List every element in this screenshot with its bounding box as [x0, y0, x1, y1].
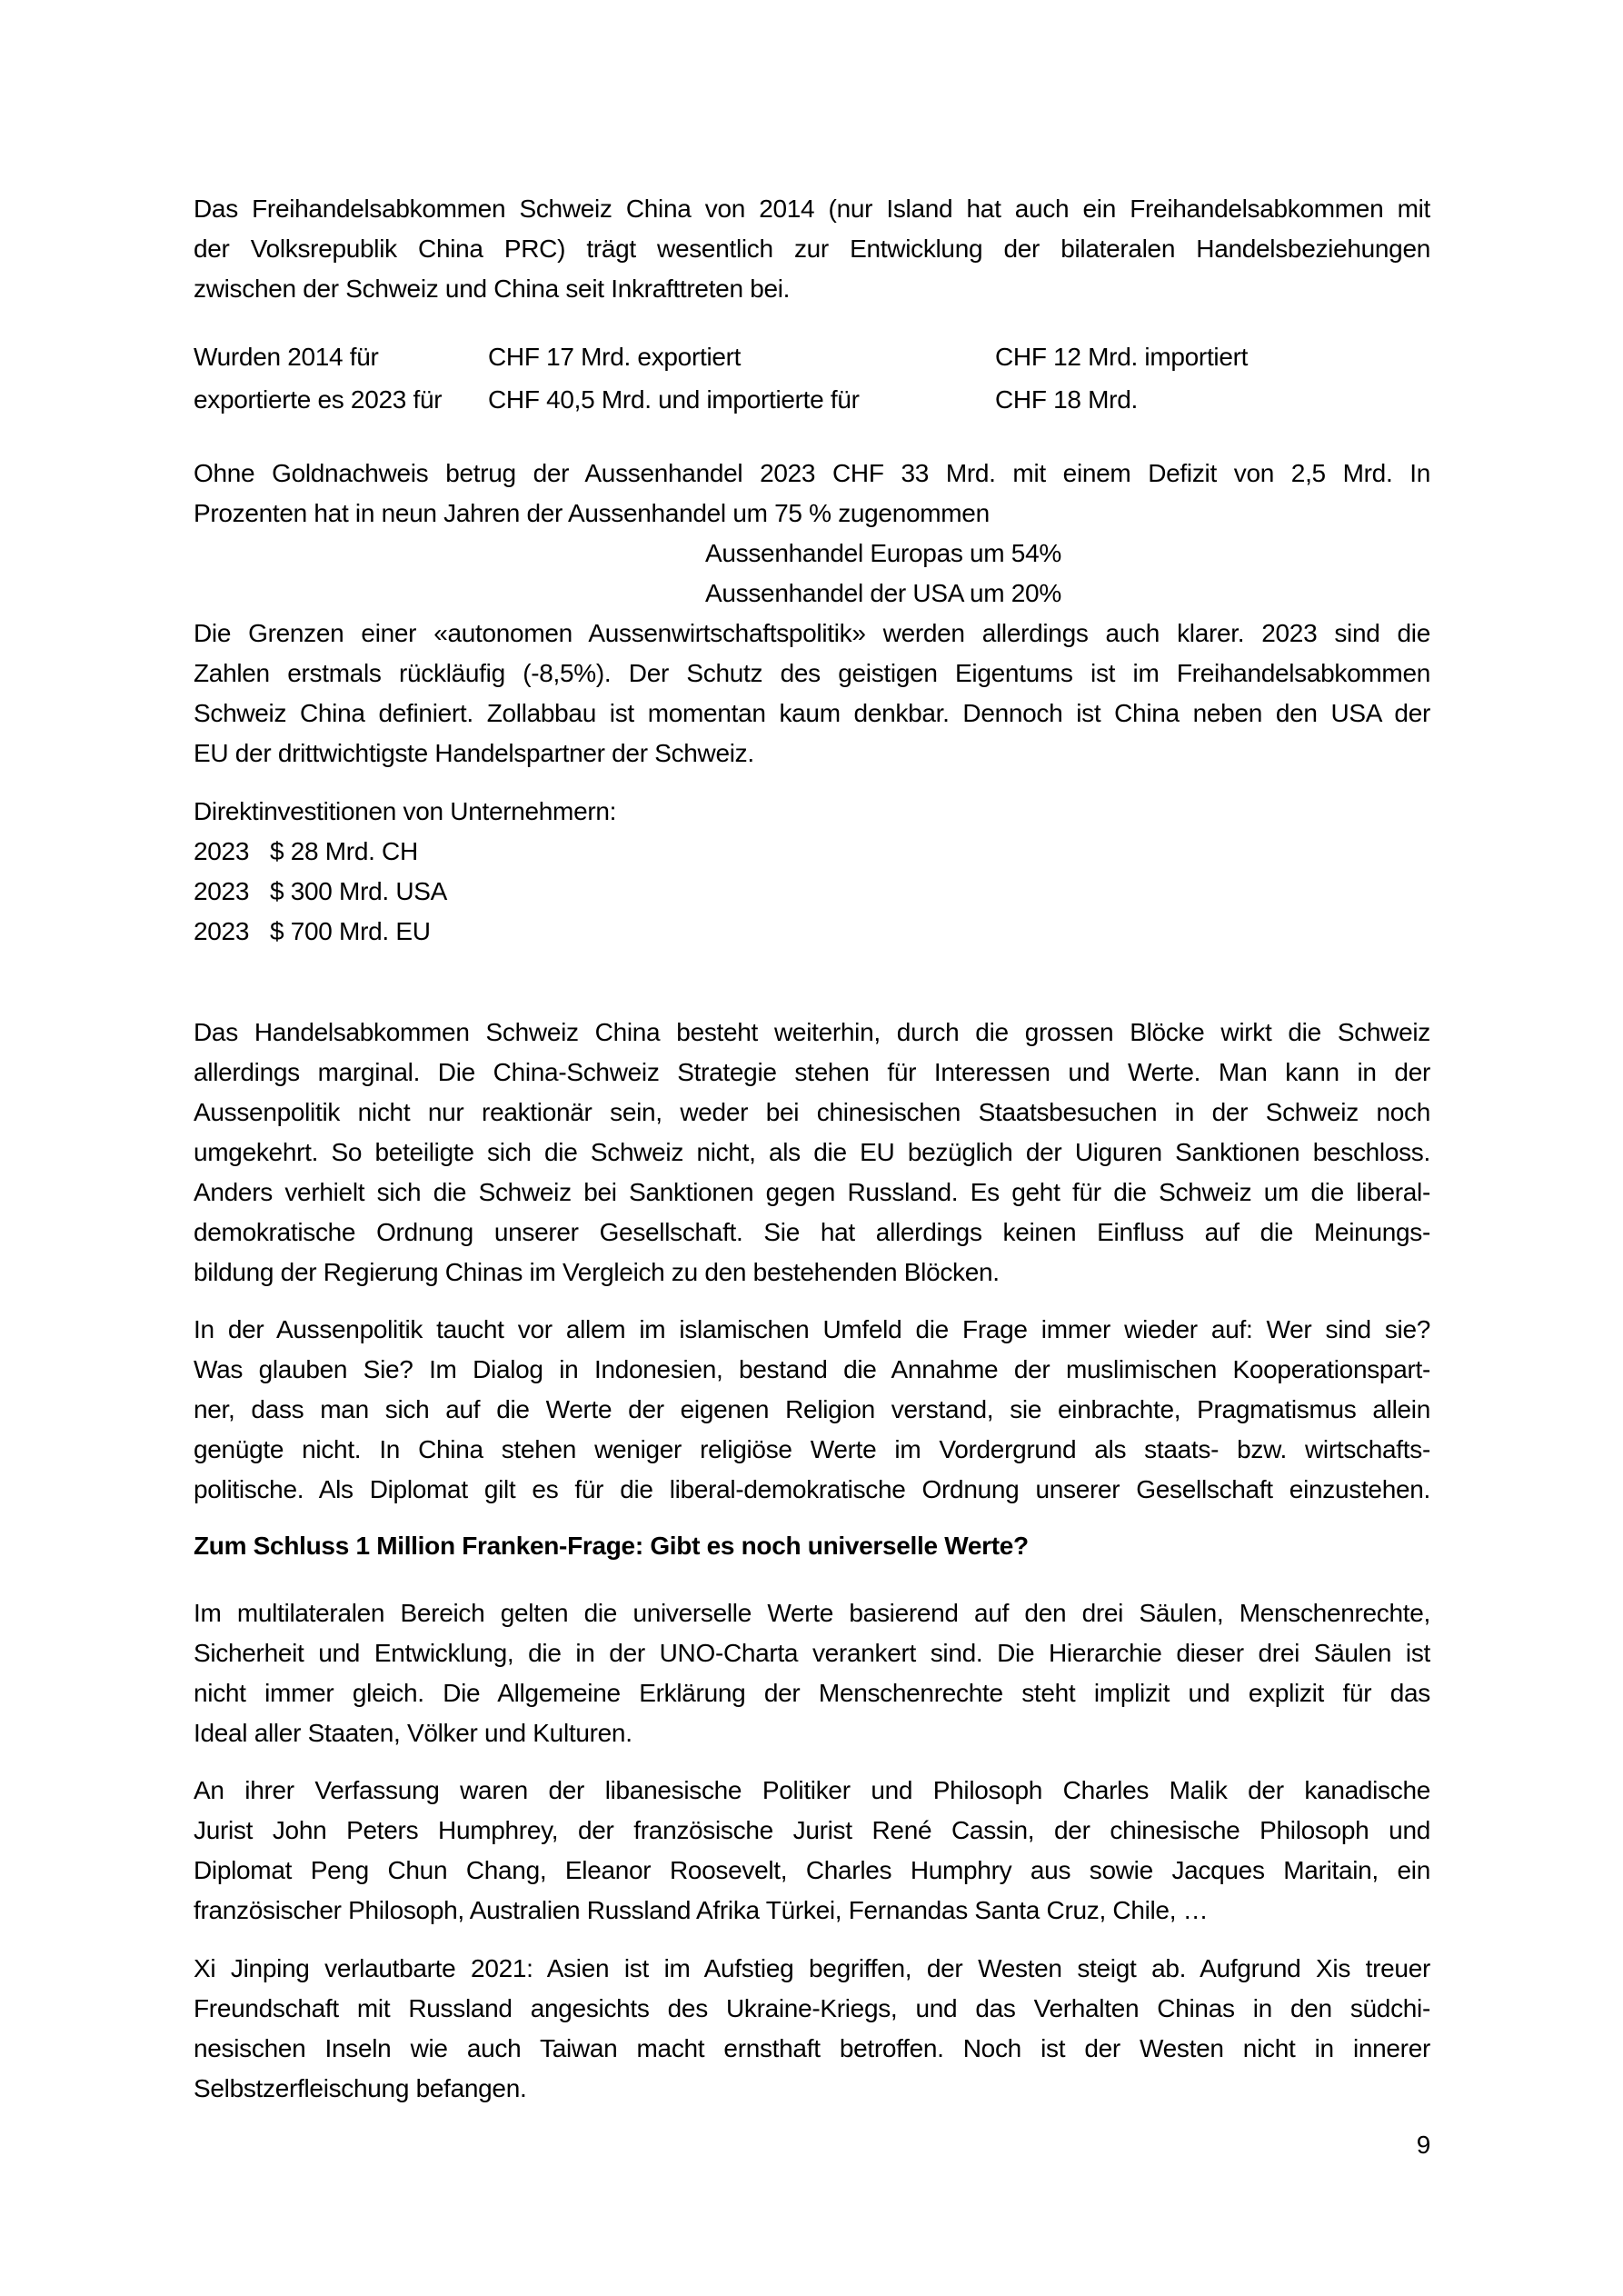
table-row: [194, 378, 1430, 421]
investment-year: 2023: [194, 917, 250, 945]
text-line: französischer Philosoph, Australien Russland Afrika Türkei, Fernandas Santa Cruz, Chile, …: [194, 1896, 1209, 1924]
text-line: Diplomat Peng Chun Chang, Eleanor Roosevelt, Charles Humphry aus sowie Jacques Maritain, ein: [194, 1856, 1430, 1884]
text-line: Ideal aller Staaten, Völker und Kulturen.: [194, 1719, 632, 1747]
investment-line: [194, 872, 1430, 912]
table-cell-label: Wurden 2014 für: [194, 343, 379, 371]
investments-title: Direktinvestitionen von Unternehmern:: [194, 797, 617, 825]
text-line: In der Aussenpolitik taucht vor allem im islamischen Umfeld die Frage immer wieder auf: Wer sind sie?: [194, 1315, 1430, 1343]
text-line: Zahlen erstmals rückläufig (-8,5%). Der Schutz des geistigen Eigentums ist im Freihandelsabkommen: [194, 659, 1430, 687]
text-line: ner, dass man sich auf die Werte der eigenen Religion verstand, sie einbrachte, Pragmatismus allein: [194, 1395, 1430, 1423]
indented-line-usa: Aussenhandel der USA um 20%: [705, 579, 1061, 607]
paragraph-trade-balance: [194, 454, 1430, 774]
paragraph-universal-values: [194, 1593, 1430, 1753]
investment-value: $ 28 Mrd. CH: [270, 837, 418, 865]
text-line: An ihrer Verfassung waren der libanesische Politiker und Philosoph Charles Malik der kanadische: [194, 1776, 1430, 1804]
text-line: Aussenpolitik nicht nur reaktionär sein, weder bei chinesischen Staatsbesuchen in der Schweiz noch: [194, 1098, 1430, 1126]
trade-figures-table: [194, 335, 1430, 421]
table-row: [194, 335, 1430, 378]
text-line: zwischen der Schweiz und China seit Inkrafttreten bei.: [194, 275, 791, 303]
table-cell-export: CHF 17 Mrd. exportiert: [488, 343, 742, 371]
text-line: demokratische Ordnung unserer Gesellschaft. Sie hat allerdings keinen Einfluss auf die Meinungs-: [194, 1218, 1430, 1246]
text-line: Im multilateralen Bereich gelten die universelle Werte basierend auf den drei Säulen, Menschenrechte,: [194, 1599, 1430, 1627]
text-line: EU der drittwichtigste Handelspartner der Schweiz.: [194, 739, 754, 767]
text-line: Xi Jinping verlautbarte 2021: Asien ist im Aufstieg begriffen, der Westen steigt ab. Aufgrund Xis treuer: [194, 1954, 1430, 1982]
paragraph-fta-intro: [194, 189, 1430, 309]
investment-line: [194, 912, 1430, 952]
page-content: [194, 189, 1430, 2109]
table-cell-export: CHF 40,5 Mrd. und importierte für: [488, 385, 860, 414]
direct-investments-list: [194, 792, 1430, 952]
text-line: Sicherheit und Entwicklung, die in der UNO-Charta verankert sind. Die Hierarchie dieser drei Säulen ist: [194, 1639, 1430, 1667]
paragraph-declaration-authors: [194, 1771, 1430, 1931]
paragraph-foreign-policy-islam: [194, 1310, 1430, 1510]
text-line: Ohne Goldnachweis betrug der Aussenhandel 2023 CHF 33 Mrd. mit einem Defizit von 2,5 Mrd. In: [194, 459, 1430, 487]
page-number: 9: [1416, 2131, 1430, 2159]
text-line: Selbstzerfleischung befangen.: [194, 2074, 527, 2102]
text-line: genügte nicht. In China stehen weniger religiöse Werte im Vordergrund als staats- bzw. wirtschafts-: [194, 1435, 1430, 1463]
text-line: Das Handelsabkommen Schweiz China besteht weiterhin, durch die grossen Blöcke wirkt die Schweiz: [194, 1018, 1430, 1046]
table-cell-label: exportierte es 2023 für: [194, 385, 443, 414]
investment-value: $ 700 Mrd. EU: [270, 917, 431, 945]
text-line: Was glauben Sie? Im Dialog in Indonesien, bestand die Annahme der muslimischen Kooperationspart-: [194, 1355, 1430, 1383]
text-line: Schweiz China definiert. Zollabbau ist momentan kaum denkbar. Dennoch ist China neben den USA der: [194, 699, 1430, 727]
text-line: nicht immer gleich. Die Allgemeine Erklärung der Menschenrechte steht implizit und explizit für das: [194, 1679, 1430, 1707]
text-line: Anders verhielt sich die Schweiz bei Sanktionen gegen Russland. Es geht für die Schweiz um die liberal-: [194, 1178, 1430, 1206]
table-cell-import: CHF 12 Mrd. importiert: [995, 343, 1249, 371]
text-line: Die Grenzen einer «autonomen Aussenwirtschaftspolitik» werden allerdings auch klarer. 2023 sind die: [194, 619, 1430, 647]
text-line: Prozenten hat in neun Jahren der Aussenhandel um 75 % zugenommen: [194, 499, 990, 527]
investment-value: $ 300 Mrd. USA: [270, 877, 447, 905]
investment-year: 2023: [194, 877, 250, 905]
heading-text: Zum Schluss 1 Million Franken-Frage: Gibt es noch universelle Werte?: [194, 1532, 1029, 1560]
text-line: umgekehrt. So beteiligte sich die Schweiz nicht, als die EU bezüglich der Uiguren Sanktionen beschloss.: [194, 1138, 1430, 1166]
text-line: politische. Als Diplomat gilt es für die liberal-demokratische Ordnung unserer Gesellschaft einzustehen.: [194, 1475, 1430, 1503]
indented-line-europe: Aussenhandel Europas um 54%: [705, 539, 1061, 567]
investment-line: [194, 832, 1430, 872]
text-line: der Volksrepublik China PRC) trägt wesentlich zur Entwicklung der bilateralen Handelsbeziehungen: [194, 235, 1430, 263]
text-line: Jurist John Peters Humphrey, der französische Jurist René Cassin, der chinesische Philosoph und: [194, 1816, 1430, 1844]
paragraph-xi-jinping: [194, 1949, 1430, 2109]
text-line: Das Freihandelsabkommen Schweiz China von 2014 (nur Island hat auch ein Freihandelsabkommen mit: [194, 195, 1430, 223]
text-line: Freundschaft mit Russland angesichts des Ukraine-Kriegs, und das Verhalten Chinas in den südchi-: [194, 1994, 1430, 2022]
paragraph-trade-agreement-blocks: [194, 1013, 1430, 1293]
investment-year: 2023: [194, 837, 250, 865]
text-line: allerdings marginal. Die China-Schweiz Strategie stehen für Interessen und Werte. Man kann in der: [194, 1058, 1430, 1086]
text-line: bildung der Regierung Chinas im Vergleich zu den bestehenden Blöcken.: [194, 1258, 1000, 1286]
text-line: nesischen Inseln wie auch Taiwan macht ernsthaft betroffen. Noch ist der Westen nicht in innerer: [194, 2034, 1430, 2062]
heading-million-franc-question: [194, 1526, 1430, 1566]
table-cell-import: CHF 18 Mrd.: [995, 385, 1138, 414]
